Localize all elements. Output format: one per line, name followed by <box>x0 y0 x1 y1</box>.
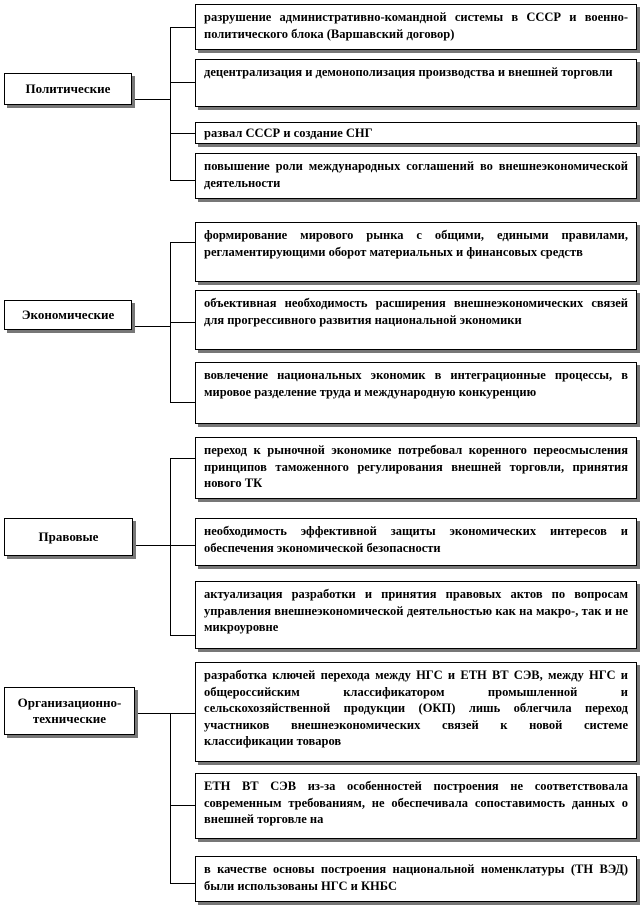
connector-line <box>170 458 195 459</box>
factor-item: необходимость эффективной защиты экономических интересов и обеспечения экономической безопасности <box>195 518 637 566</box>
factor-item: актуализация разработки и принятия правовых актов по вопросам управления внешнеэкономической деятельностью как на макро-, так и не микроуровне <box>195 581 637 649</box>
connector-line <box>170 713 171 883</box>
connector-line <box>170 242 195 243</box>
connector-line <box>133 545 170 546</box>
connector-line <box>170 805 195 806</box>
connector-line <box>170 545 195 546</box>
factor-item: разрушение административно-командной системы в СССР и военно-политического блока (Варшавский договор) <box>195 4 637 50</box>
connector-line <box>170 82 195 83</box>
factor-item: развал СССР и создание СНГ <box>195 122 637 144</box>
factor-item: формирование мирового рынка с общими, едиными правилами, регламентирующими оборот материальных и финансовых средств <box>195 222 637 282</box>
connector-line <box>135 713 170 714</box>
connector-line <box>170 402 195 403</box>
connector-line <box>170 27 171 180</box>
category-economic: Экономические <box>4 300 132 330</box>
factor-item: в качестве основы построения национальной номенклатуры (ТН ВЭД) были использованы НГС и КНБС <box>195 856 637 902</box>
connector-line <box>170 27 195 28</box>
factor-item: децентрализация и демонополизация производства и внешней торговли <box>195 59 637 107</box>
factor-item: повышение роли международных соглашений во внешнеэкономической деятельности <box>195 153 637 199</box>
connector-line <box>132 99 170 100</box>
connector-line <box>170 458 171 635</box>
connector-line <box>132 326 170 327</box>
factor-item: ЕТН ВТ СЭВ из-за особенностей построения не соответствовала современным требованиям, не обеспечивала сопоставимость данных о внешней торговле на <box>195 773 637 839</box>
factor-item: вовлечение национальных экономик в интеграционные процессы, в мировое разделение труда и международную конкуренцию <box>195 362 637 424</box>
connector-line <box>170 322 195 323</box>
connector-line <box>170 883 195 884</box>
category-legal: Правовые <box>4 518 133 556</box>
connector-line <box>170 180 195 181</box>
factor-item: объективная необходимость расширения внешнеэкономических связей для прогрессивного развития национальной экономики <box>195 290 637 350</box>
category-political: Политические <box>4 73 132 105</box>
factor-item: разработка ключей перехода между НГС и ЕТН ВТ СЭВ, между НГС и общероссийским классификатором промышленной и сельскохозяйственной продукции (ОКП) лишь облегчила переход участников внешнеэкономических связей к новой системе классификации товаров <box>195 662 637 762</box>
category-organizational-technical: Организационно-технические <box>4 687 135 735</box>
connector-line <box>170 713 195 714</box>
factor-item: переход к рыночной экономике потребовал коренного переосмысления принципов таможенного регулирования внешней торговли, принятия нового ТК <box>195 437 637 499</box>
connector-line <box>170 635 195 636</box>
connector-line <box>170 133 195 134</box>
